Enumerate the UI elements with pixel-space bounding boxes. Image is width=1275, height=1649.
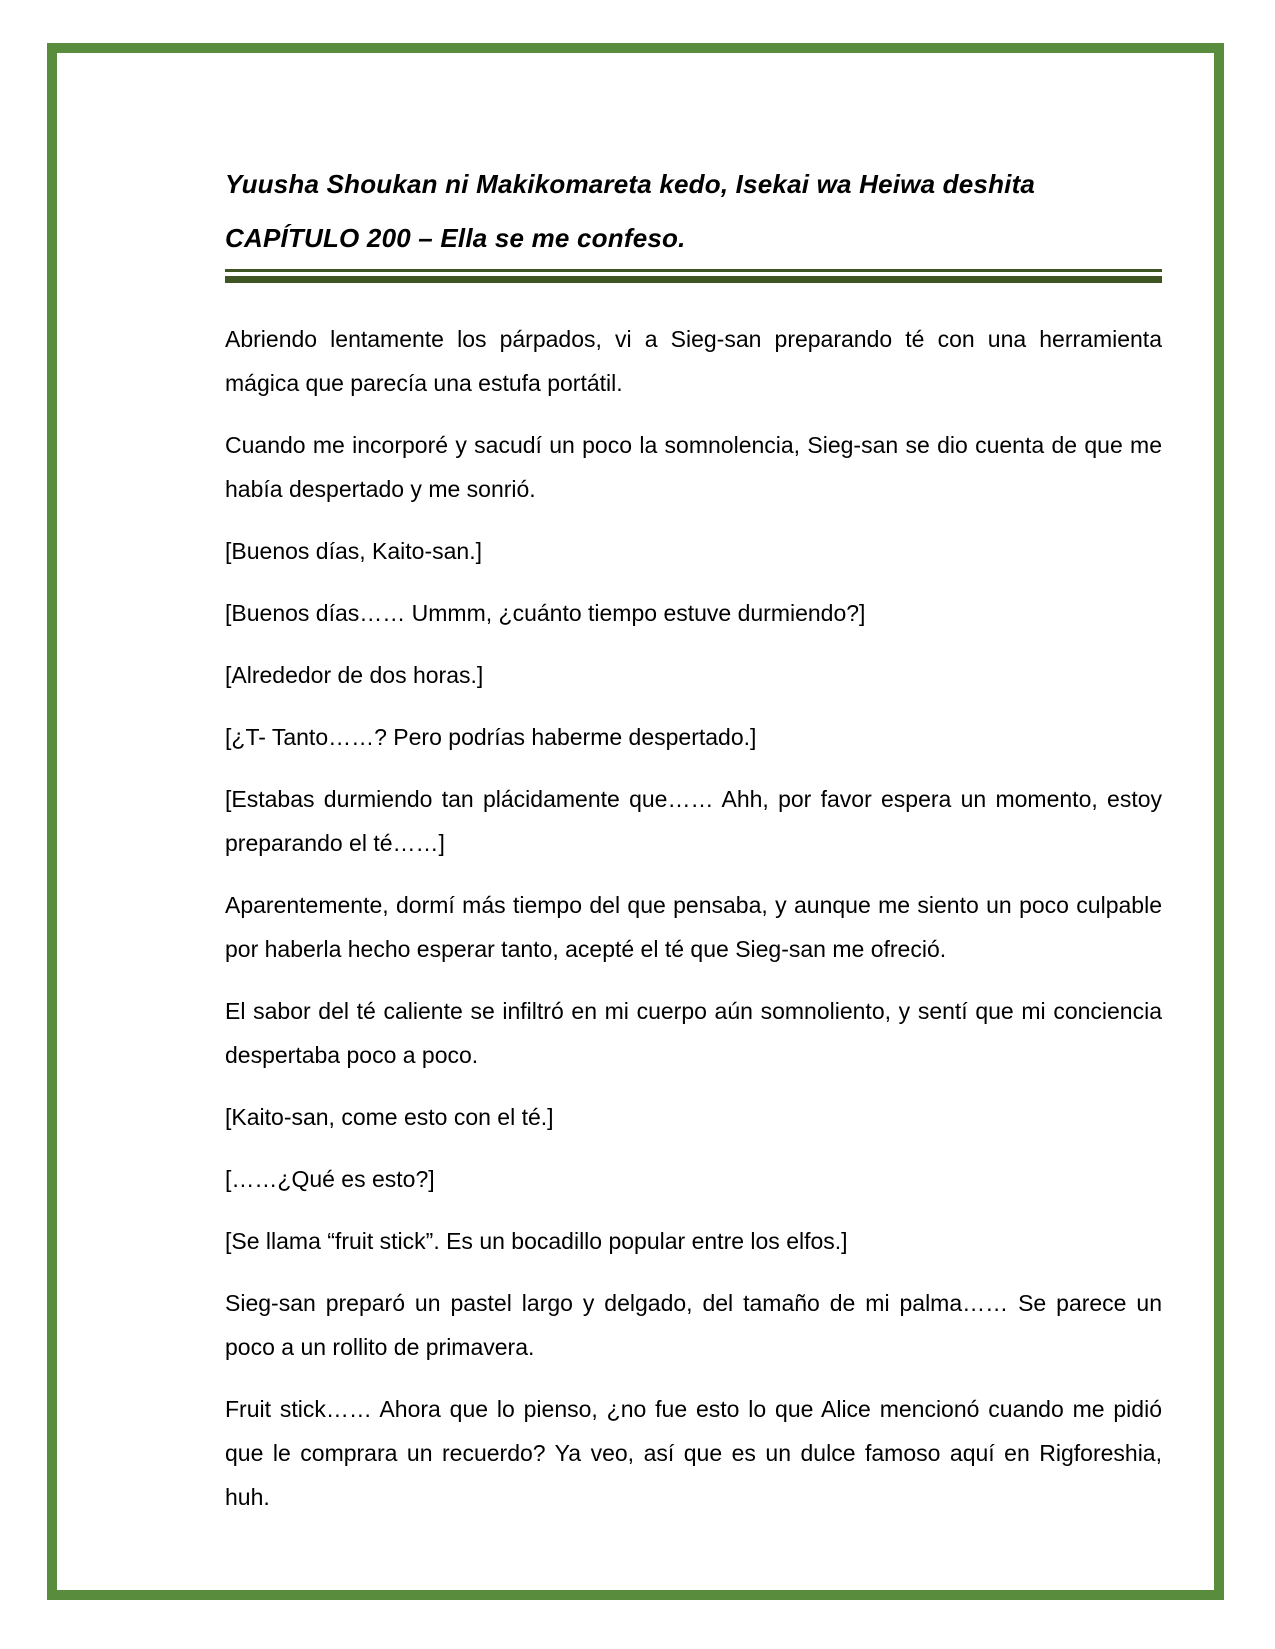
- document-title: Yuusha Shoukan ni Makikomareta kedo, Isekai wa Heiwa deshita: [225, 169, 1036, 199]
- title-block: [225, 157, 1162, 283]
- paragraph-8: Aparentemente, dormí más tiempo del que pensaba, y aunque me siento un poco culpable por haberla hecho esperar tanto, acepté el té que Sieg-san me ofreció.: [225, 892, 1162, 962]
- paragraph-2: Cuando me incorporé y sacudí un poco la somnolencia, Sieg-san se dio cuenta de que me había despertado y me sonrió.: [225, 432, 1162, 502]
- paragraph-4: [Buenos días…… Ummm, ¿cuánto tiempo estuve durmiendo?]: [225, 600, 866, 626]
- paragraph-9: El sabor del té caliente se infiltró en mi cuerpo aún somnoliento, y sentí que mi conciencia despertaba poco a poco.: [225, 998, 1162, 1068]
- page-border-frame: [47, 43, 1224, 1600]
- paragraph-3: [Buenos días, Kaito-san.]: [225, 538, 482, 564]
- document-content: [225, 157, 1162, 1537]
- paragraph-6: [¿T- Tanto……? Pero podrías haberme despertado.]: [225, 724, 757, 750]
- paragraph-13: Sieg-san preparó un pastel largo y delgado, del tamaño de mi palma…… Se parece un poco a un rollito de primavera.: [225, 1290, 1162, 1360]
- chapter-heading: CAPÍTULO 200 – Ella se me confeso.: [225, 223, 686, 253]
- paragraph-1: Abriendo lentamente los párpados, vi a Sieg-san preparando té con una herramienta mágica que parecía una estufa portátil.: [225, 326, 1162, 396]
- body-text: [225, 317, 1162, 1519]
- paragraph-14: Fruit stick…… Ahora que lo pienso, ¿no fue esto lo que Alice mencionó cuando me pidió que le comprara un recuerdo? Ya veo, así que es un dulce famoso aquí en Rigforeshia, huh.: [225, 1396, 1162, 1510]
- paragraph-5: [Alrededor de dos horas.]: [225, 662, 484, 688]
- paragraph-7: [Estabas durmiendo tan plácidamente que…… Ahh, por favor espera un momento, estoy preparando el té……]: [225, 786, 1162, 856]
- paragraph-11: [……¿Qué es esto?]: [225, 1166, 435, 1192]
- heading-double-rule: [225, 269, 1162, 283]
- paragraph-10: [Kaito-san, come esto con el té.]: [225, 1104, 554, 1130]
- paragraph-12: [Se llama “fruit stick”. Es un bocadillo popular entre los elfos.]: [225, 1228, 848, 1254]
